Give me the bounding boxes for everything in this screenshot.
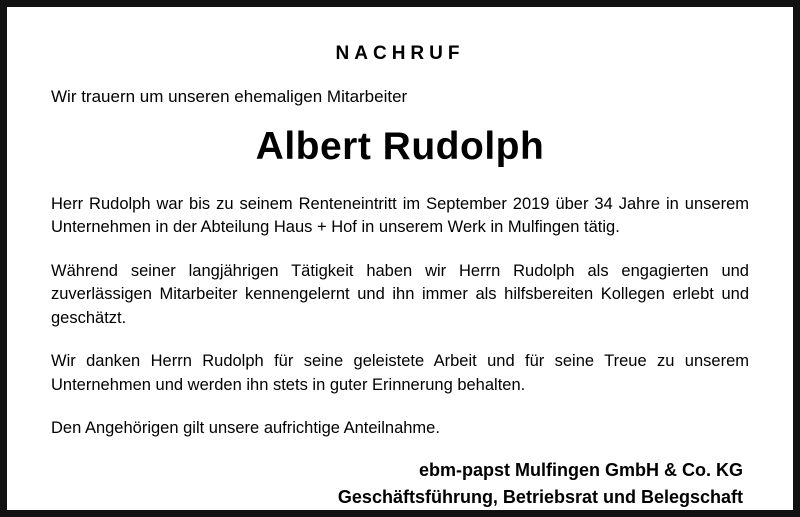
body-paragraph-3: Wir danken Herrn Rudolph für seine geleistete Arbeit und für seine Treue zu unserem Unternehmen und werden ihn stets in guter Erinnerung behalten.	[51, 352, 749, 394]
body-paragraph-2: Während seiner langjährigen Tätigkeit haben wir Herrn Rudolph als engagierten und zuverlässigen Mitarbeiter kennengelernt und ihn immer als hilfsbereiten Kollegen erlebt und geschätzt.	[51, 261, 749, 327]
body-paragraph-1: Herr Rudolph war bis zu seinem Renteneintritt im September 2019 über 34 Jahre in unserem Unternehmen in der Abteilung Haus + Hof in unserem Werk in Mulfingen tätig.	[51, 195, 749, 237]
body-paragraph-4: Den Angehörigen gilt unsere aufrichtige Anteilnahme.	[51, 418, 440, 437]
signature-signers: Geschäftsführung, Betriebsrat und Belegschaft	[337, 486, 743, 507]
signature-block	[51, 456, 749, 509]
signature-company: ebm-papst Mulfingen GmbH & Co. KG	[419, 460, 743, 481]
notice-kicker: NACHRUF	[335, 43, 465, 64]
intro-line: Wir trauern um unseren ehemaligen Mitarbeiter	[51, 87, 408, 106]
deceased-name: Albert Rudolph	[255, 125, 545, 168]
